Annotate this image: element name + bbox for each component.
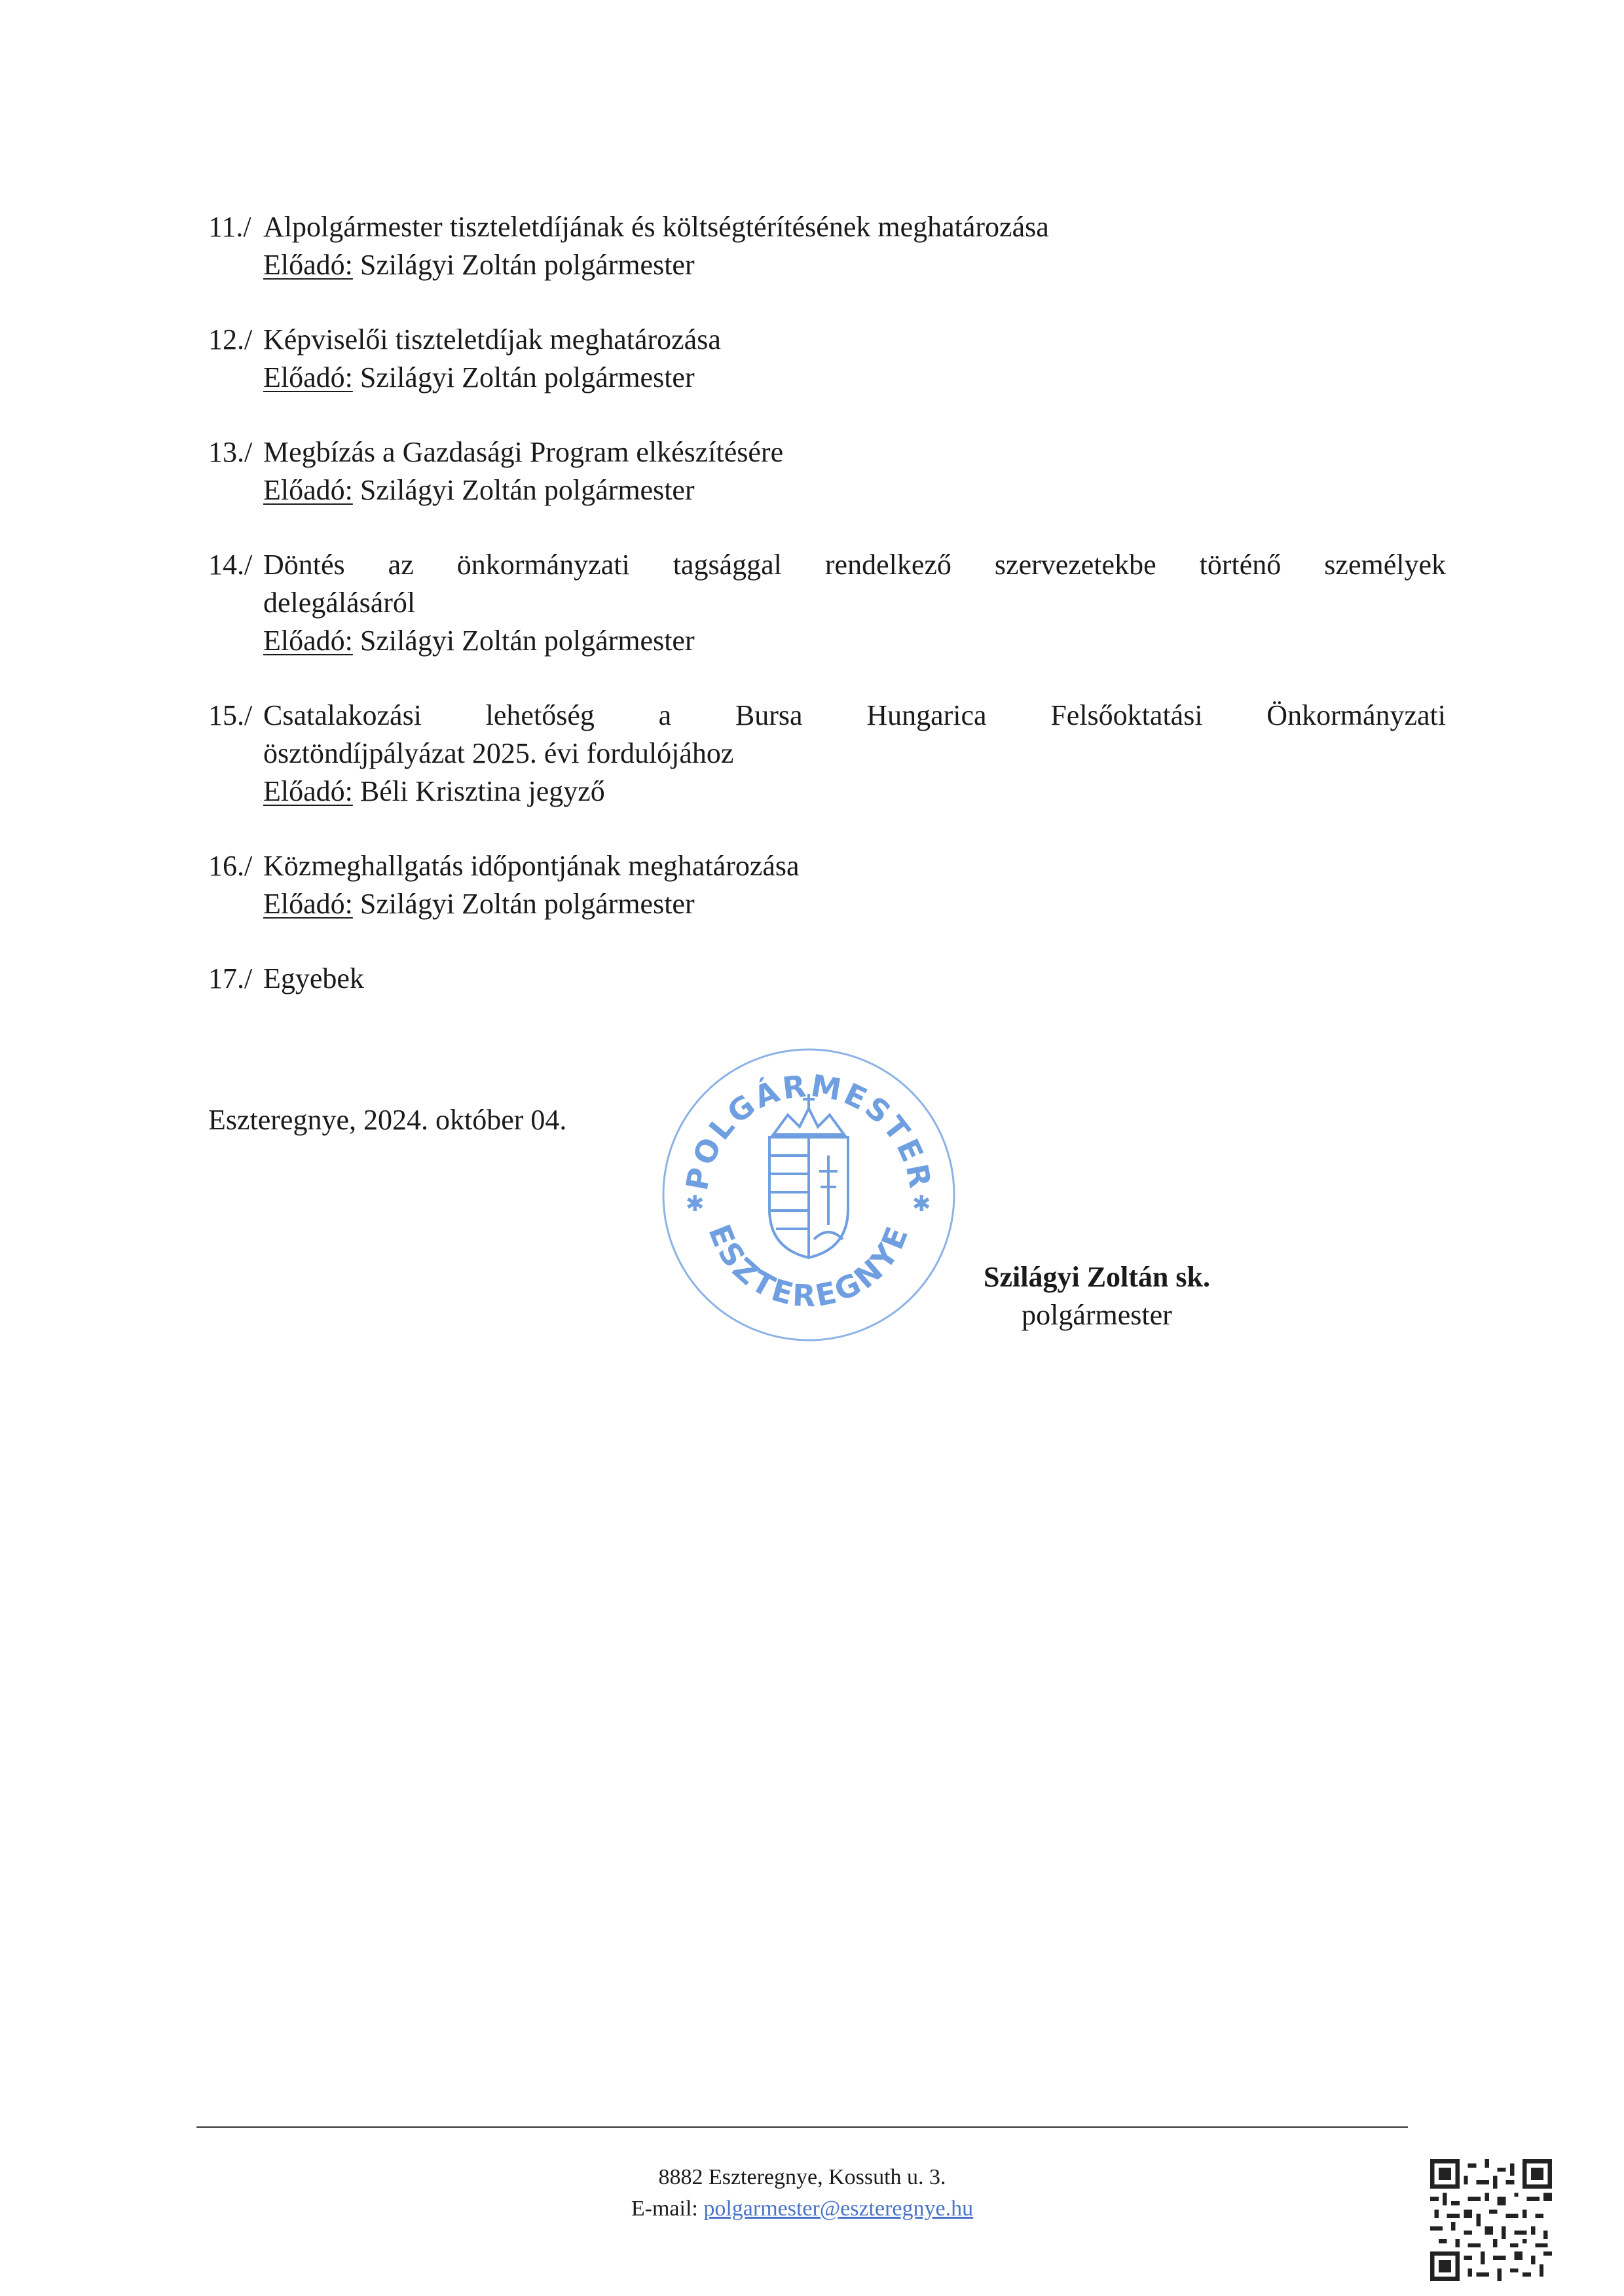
qr-code-icon — [1430, 2159, 1552, 2281]
stamp-bottom-text: ESZTEREGNYE — [701, 1219, 916, 1314]
footer-email-line — [393, 2193, 1211, 2225]
presenter-name: Béli Krisztina jegyző — [360, 775, 605, 807]
footer — [393, 2162, 1211, 2225]
presenter-line — [208, 471, 1446, 509]
presenter-name: Szilágyi Zoltán polgármester — [360, 625, 695, 657]
presenter-line — [208, 622, 1446, 660]
item-title: Alpolgármester tiszteletdíjának és költségtérítésének meghatározása — [263, 211, 1049, 243]
item-number: 14./ — [208, 549, 253, 581]
item-title-line1: Csatalakozási lehetőség a Bursa Hungarica Felsőoktatási Önkormányzati — [263, 699, 1446, 731]
signer-name: Szilágyi Zoltán sk. — [984, 1261, 1210, 1293]
signer-title: polgármester — [1022, 1299, 1172, 1331]
footer-address: 8882 Eszteregnye, Kossuth u. 3. — [658, 2165, 946, 2189]
item-number: 12./ — [208, 323, 253, 355]
item-number: 16./ — [208, 850, 253, 882]
agenda-item-13 — [208, 433, 1446, 509]
item-title: Megbízás a Gazdasági Program elkészítésére — [263, 436, 784, 468]
presenter-name: Szilágyi Zoltán polgármester — [360, 361, 695, 393]
presenter-label: Előadó: — [263, 888, 353, 920]
presenter-label: Előadó: — [263, 625, 353, 657]
footer-email-label: E-mail: — [631, 2196, 698, 2221]
signature-block — [913, 1258, 1280, 1334]
item-number: 11./ — [208, 211, 251, 243]
star-icon: ✱ — [686, 1191, 705, 1217]
item-number: 13./ — [208, 436, 253, 468]
presenter-label: Előadó: — [263, 361, 353, 393]
footer-divider — [196, 2126, 1408, 2128]
presenter-line — [208, 885, 1446, 923]
stamp-top-text: POLGÁRMESTER — [678, 1067, 939, 1194]
presenter-name: Szilágyi Zoltán polgármester — [360, 249, 695, 281]
item-number: 17./ — [208, 962, 253, 994]
item-title: Képviselői tiszteletdíjak meghatározása — [263, 323, 721, 355]
presenter-label: Előadó: — [263, 775, 353, 807]
presenter-name: Szilágyi Zoltán polgármester — [360, 474, 695, 506]
agenda-item-14 — [208, 546, 1446, 660]
item-title-line1: Döntés az önkormányzati tagsággal rendelkező szervezetekbe történő személyek — [263, 549, 1446, 581]
agenda-item-12 — [208, 321, 1446, 397]
footer-email-link[interactable]: polgarmester@eszteregnye.hu — [703, 2196, 974, 2221]
agenda-item-11 — [208, 208, 1446, 284]
item-title-line2: delegálásáról — [263, 587, 416, 619]
agenda-list — [208, 208, 1446, 1034]
presenter-label: Előadó: — [263, 249, 353, 281]
star-icon: ✱ — [912, 1191, 931, 1217]
presenter-line — [208, 773, 1446, 811]
coat-of-arms-icon — [769, 1094, 848, 1258]
presenter-line — [208, 359, 1446, 397]
presenter-label: Előadó: — [263, 474, 353, 506]
item-title: Közmeghallgatás időpontjának meghatározása — [263, 850, 800, 882]
item-title-line2: ösztöndíjpályázat 2025. évi fordulójához — [263, 737, 734, 769]
presenter-name: Szilágyi Zoltán polgármester — [360, 888, 695, 920]
item-number: 15./ — [208, 699, 253, 731]
date-line: Eszteregnye, 2024. október 04. — [208, 1104, 567, 1136]
presenter-line — [208, 246, 1446, 284]
item-title: Egyebek — [263, 962, 364, 994]
agenda-item-15 — [208, 697, 1446, 811]
agenda-item-17 — [208, 960, 1446, 998]
agenda-item-16 — [208, 847, 1446, 923]
